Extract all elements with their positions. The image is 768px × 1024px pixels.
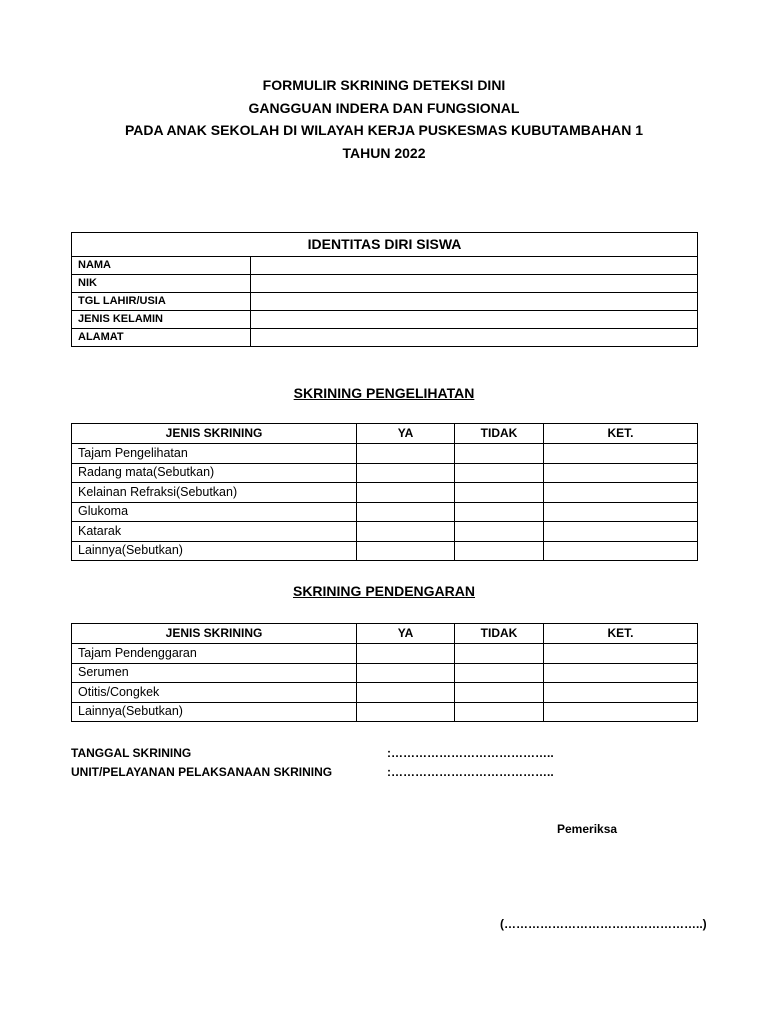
identity-address-field[interactable] xyxy=(251,329,698,347)
note-cell[interactable] xyxy=(544,522,698,542)
row-label: Glukoma xyxy=(72,502,357,522)
no-cell[interactable] xyxy=(455,463,544,483)
identity-name-field[interactable] xyxy=(251,257,698,275)
row-label: Otitis/Congkek xyxy=(72,683,357,703)
col-header-note: KET. xyxy=(544,424,698,444)
table-row xyxy=(72,644,698,664)
col-header-type: JENIS SKRINING xyxy=(72,624,357,644)
no-cell[interactable] xyxy=(455,483,544,503)
note-cell[interactable] xyxy=(544,683,698,703)
no-cell[interactable] xyxy=(455,444,544,464)
table-row xyxy=(72,444,698,464)
screening-unit-label: UNIT/PELAYANAN PELAKSANAAN SKRINING xyxy=(71,765,333,779)
note-cell[interactable] xyxy=(544,483,698,503)
table-row xyxy=(72,702,698,722)
form-title xyxy=(0,74,768,164)
yes-cell[interactable] xyxy=(357,463,455,483)
identity-row xyxy=(72,329,698,347)
screening-unit-field[interactable]: :………………………………….. xyxy=(387,765,554,779)
no-cell[interactable] xyxy=(455,541,544,561)
title-line-2: GANGGUAN INDERA DAN FUNGSIONAL xyxy=(248,99,520,116)
no-cell[interactable] xyxy=(455,644,544,664)
row-label: Tajam Pendenggaran xyxy=(72,644,357,664)
yes-cell[interactable] xyxy=(357,683,455,703)
row-label: Lainnya(Sebutkan) xyxy=(72,541,357,561)
col-header-yes: YA xyxy=(357,424,455,444)
row-label: Kelainan Refraksi(Sebutkan) xyxy=(72,483,357,503)
table-row xyxy=(72,541,698,561)
col-header-type: JENIS SKRINING xyxy=(72,424,357,444)
identity-row xyxy=(72,257,698,275)
yes-cell[interactable] xyxy=(357,702,455,722)
identity-row xyxy=(72,311,698,329)
identity-nik-field[interactable] xyxy=(251,275,698,293)
hearing-table xyxy=(71,623,698,722)
yes-cell[interactable] xyxy=(357,541,455,561)
yes-cell[interactable] xyxy=(357,502,455,522)
note-cell[interactable] xyxy=(544,702,698,722)
title-line-1: FORMULIR SKRINING DETEKSI DINI xyxy=(262,77,506,93)
table-row xyxy=(72,483,698,503)
identity-label: NIK xyxy=(72,275,251,293)
title-line-3: PADA ANAK SEKOLAH DI WILAYAH KERJA PUSKESMAS KUBUTAMBAHAN 1 xyxy=(124,122,644,138)
row-label: Serumen xyxy=(72,663,357,683)
table-row xyxy=(72,663,698,683)
table-row xyxy=(72,522,698,542)
no-cell[interactable] xyxy=(455,702,544,722)
table-header-row xyxy=(72,624,698,644)
col-header-no: TIDAK xyxy=(455,624,544,644)
no-cell[interactable] xyxy=(455,522,544,542)
table-header-row xyxy=(72,424,698,444)
identity-gender-field[interactable] xyxy=(251,311,698,329)
row-label: Tajam Pengelihatan xyxy=(72,444,357,464)
vision-table xyxy=(71,423,698,561)
col-header-no: TIDAK xyxy=(455,424,544,444)
identity-table xyxy=(71,232,698,347)
row-label: Katarak xyxy=(72,522,357,542)
col-header-note: KET. xyxy=(544,624,698,644)
yes-cell[interactable] xyxy=(357,522,455,542)
row-label: Lainnya(Sebutkan) xyxy=(72,702,357,722)
identity-birth-field[interactable] xyxy=(251,293,698,311)
yes-cell[interactable] xyxy=(357,644,455,664)
identity-label: ALAMAT xyxy=(72,329,251,347)
note-cell[interactable] xyxy=(544,644,698,664)
vision-section-title: SKRINING PENGELIHATAN xyxy=(293,385,475,401)
note-cell[interactable] xyxy=(544,663,698,683)
table-row xyxy=(72,502,698,522)
table-row xyxy=(72,463,698,483)
no-cell[interactable] xyxy=(455,683,544,703)
identity-row xyxy=(72,293,698,311)
identity-label: TGL LAHIR/USIA xyxy=(72,293,251,311)
identity-label: JENIS KELAMIN xyxy=(72,311,251,329)
col-header-yes: YA xyxy=(357,624,455,644)
screening-date-field[interactable]: :………………………………….. xyxy=(387,746,554,760)
identity-label: NAMA xyxy=(72,257,251,275)
yes-cell[interactable] xyxy=(357,483,455,503)
note-cell[interactable] xyxy=(544,463,698,483)
yes-cell[interactable] xyxy=(357,663,455,683)
no-cell[interactable] xyxy=(455,502,544,522)
note-cell[interactable] xyxy=(544,444,698,464)
table-row xyxy=(72,683,698,703)
hearing-section-title: SKRINING PENDENGARAN xyxy=(292,583,475,599)
row-label: Radang mata(Sebutkan) xyxy=(72,463,357,483)
yes-cell[interactable] xyxy=(357,444,455,464)
note-cell[interactable] xyxy=(544,502,698,522)
signature-line[interactable]: (…………………………………………..) xyxy=(500,917,707,931)
examiner-label: Pemeriksa xyxy=(557,822,618,836)
note-cell[interactable] xyxy=(544,541,698,561)
identity-row xyxy=(72,275,698,293)
no-cell[interactable] xyxy=(455,663,544,683)
screening-date-label: TANGGAL SKRINING xyxy=(71,746,192,760)
title-line-4: TAHUN 2022 xyxy=(342,144,426,161)
identity-heading: IDENTITAS DIRI SISWA xyxy=(72,233,698,257)
